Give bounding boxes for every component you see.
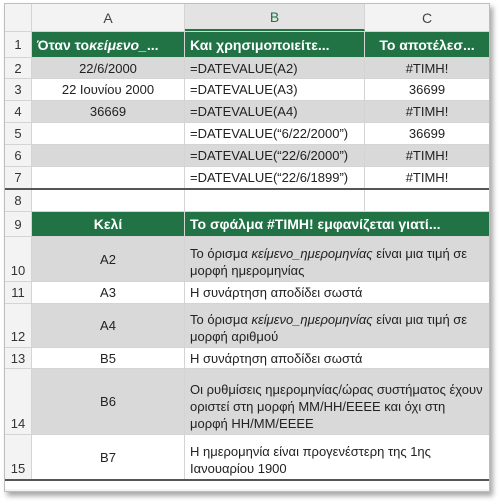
cell-c5[interactable]: 36699: [408, 126, 446, 141]
cell-c6[interactable]: #ΤΙΜΗ!: [365, 145, 489, 166]
row-header-strip: [5, 489, 489, 492]
cell-a13[interactable]: B5: [32, 348, 185, 368]
header-a-italic: κείμενο_: [89, 36, 147, 53]
cell-a6[interactable]: [32, 145, 185, 166]
table-row: [5, 282, 489, 304]
cell-c8[interactable]: [365, 190, 489, 211]
cell-a14[interactable]: B6: [32, 369, 185, 434]
cell-a8[interactable]: [32, 190, 185, 211]
table-row: [5, 304, 489, 348]
cell-a4[interactable]: 36669: [32, 101, 185, 122]
cell-a2[interactable]: 22/6/2000: [32, 58, 185, 78]
header-cell-kelí[interactable]: Κελί: [32, 212, 185, 236]
row-number[interactable]: 4: [5, 101, 32, 122]
select-all-corner[interactable]: [5, 4, 32, 31]
cell-a7[interactable]: [32, 167, 185, 188]
table-header-row: [5, 32, 489, 58]
cell-c7[interactable]: #ΤΙΜΗ!: [405, 170, 449, 185]
reason-text: Το όρισμα: [190, 246, 252, 261]
cell-a11[interactable]: A3: [32, 282, 185, 303]
table-row: [5, 167, 489, 190]
row-number[interactable]: 13: [5, 348, 32, 368]
header-a-prefix: Όταν το: [37, 36, 90, 53]
table-row: [5, 435, 489, 481]
cell-b6[interactable]: =DATEVALUE(“22/6/2000”): [185, 145, 365, 166]
cell-c4[interactable]: #ΤΙΜΗ!: [365, 101, 489, 122]
reason-text: είναι μια τιμή σε μορφή αριθμού: [190, 312, 468, 344]
reason-text: είναι μια τιμή σε μορφή ημερομηνίας: [190, 246, 468, 278]
cell-b7[interactable]: =DATEVALUE(“22/6/1899”): [185, 167, 365, 188]
cell-c3[interactable]: 36699: [408, 82, 446, 97]
row-number[interactable]: 1: [5, 32, 32, 57]
row-number[interactable]: 11: [5, 282, 32, 303]
cell-b8[interactable]: [185, 190, 365, 211]
row-number[interactable]: 14: [5, 369, 32, 434]
row-number[interactable]: 8: [5, 190, 32, 211]
cell-b13[interactable]: Η συνάρτηση αποδίδει σωστά: [190, 350, 363, 366]
cell-a10[interactable]: A2: [32, 237, 185, 281]
table-row: [5, 123, 489, 145]
header-a-suffix: ...: [146, 36, 159, 53]
cell-b12[interactable]: [185, 304, 489, 347]
row-number[interactable]: 10: [5, 237, 32, 281]
reason-text: Το όρισμα: [190, 312, 252, 327]
row-number[interactable]: 9: [5, 212, 32, 236]
cell-a12[interactable]: A4: [32, 304, 185, 347]
row-number[interactable]: 7: [5, 167, 32, 188]
row-number[interactable]: 15: [5, 435, 32, 479]
header-cell-c[interactable]: Το αποτέλεσ...: [365, 32, 489, 57]
empty-row: [5, 190, 489, 212]
table2-header-row: [5, 212, 489, 237]
table-row: [5, 101, 489, 123]
column-header-a[interactable]: A: [32, 4, 185, 31]
cell-c2[interactable]: #ΤΙΜΗ!: [365, 58, 489, 78]
column-header-row: [5, 4, 489, 32]
column-header-c[interactable]: C: [365, 4, 489, 31]
cell-b5[interactable]: =DATEVALUE(“6/22/2000”): [185, 123, 365, 144]
cell-b3[interactable]: =DATEVALUE(A3): [185, 79, 365, 100]
header-cell-a[interactable]: [32, 32, 185, 57]
table-row: [5, 58, 489, 79]
row-number[interactable]: 3: [5, 79, 32, 100]
row-number[interactable]: 6: [5, 145, 32, 166]
table-row: [5, 237, 489, 282]
cell-b15[interactable]: Η ημερομηνία είναι προγενέστερη της 1ης Ιανουαρίου 1900: [190, 444, 431, 476]
cell-b2[interactable]: =DATEVALUE(A2): [185, 58, 365, 78]
cell-a15[interactable]: B7: [32, 435, 185, 479]
cell-b10[interactable]: [185, 237, 489, 281]
spreadsheet: [4, 3, 490, 492]
row-number[interactable]: 2: [5, 58, 32, 78]
cell-b11[interactable]: Η συνάρτηση αποδίδει σωστά: [190, 285, 363, 300]
cell-b14[interactable]: Οι ρυθμίσεις ημερομηνίας/ώρας συστήματος έχουν οριστεί στη μορφή ΜΜ/ΗΗ/ΕΕΕΕ και όχι στη μορφή ΗΗ/ΜΜ/ΕΕΕΕ: [185, 369, 489, 434]
table-row: [5, 145, 489, 167]
cell-a5[interactable]: [32, 123, 185, 144]
table-row: [5, 79, 489, 101]
header-cell-b[interactable]: Και χρησιμοποιείτε...: [185, 32, 365, 57]
reason-italic: κείμενο_ημερομηνίας: [251, 246, 373, 261]
table-row: [5, 369, 489, 435]
row-number[interactable]: 5: [5, 123, 32, 144]
table-row: [5, 348, 489, 369]
cell-a3[interactable]: 22 Ιουνίου 2000: [32, 79, 185, 100]
row-number[interactable]: 12: [5, 304, 32, 347]
header-cell-error-reason[interactable]: Το σφάλμα #ΤΙΜΗ! εμφανίζεται γιατί...: [185, 212, 489, 236]
cell-b4[interactable]: =DATEVALUE(A4): [185, 101, 365, 122]
column-header-b[interactable]: B: [185, 4, 365, 31]
reason-italic: κείμενο_ημερομηνίας: [251, 312, 373, 327]
